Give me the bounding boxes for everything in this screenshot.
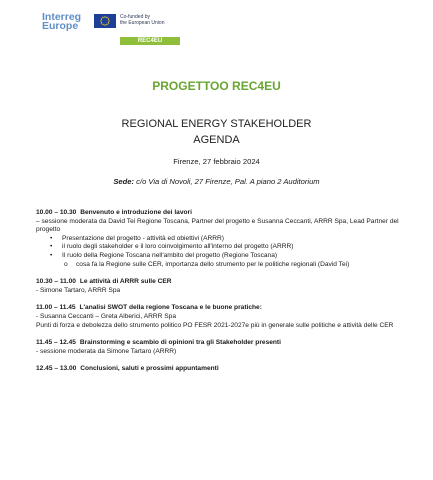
session-heading	[36, 339, 406, 348]
session-time: 11.00 – 11.45	[36, 304, 76, 312]
agenda-heading: AGENDA	[193, 134, 240, 146]
session-title: Le attività di ARRR sulle CER	[79, 278, 172, 286]
interreg-europe-logo	[42, 13, 81, 31]
agenda-session	[36, 304, 406, 330]
session-time: 10.00 – 10.30	[36, 209, 77, 216]
session-line: - Susanna Ceccanti – Greta Alberici, ARRR Spa	[36, 312, 177, 320]
session-title: Benvenuto e introduzione dei lavori	[80, 209, 192, 216]
agenda-session	[36, 278, 406, 295]
header-logos	[42, 13, 182, 57]
cofund-line-2: the European Union	[120, 20, 165, 26]
sub-bullet-list	[36, 261, 406, 270]
venue-address: c/o Via di Novoli, 27 Firenze, Pal. A piano 2 Auditorium	[134, 177, 320, 186]
session-line: - Simone Tartaro, ARRR Spa	[36, 286, 121, 294]
session-title: Conclusioni, saluti e prossimi appuntamenti	[80, 365, 219, 373]
session-line: - sessione moderata da Simone Tartaro (ARRR)	[36, 347, 177, 355]
cofund-line-1: Co-funded by	[120, 14, 151, 20]
bullet-list	[36, 235, 406, 261]
bullet-item: • Il ruolo della Regione Toscana nell'ambito del progetto (Regione Toscana)	[50, 252, 406, 261]
session-line: Punti di forza e debolezza dello strumento politico PO FESR 2021-2027e più in generale sulle politiche e attività delle CER	[36, 321, 394, 329]
eu-cofund-text	[120, 14, 190, 26]
session-time: 10.30 – 11.00	[36, 278, 76, 286]
venue-label: Sede:	[113, 177, 135, 186]
session-title: Brainstorming e scambio di opinioni tra gli Stakeholder presenti	[79, 339, 281, 347]
document-title: PROGETTOO REC4EU	[152, 79, 281, 93]
agenda-session	[36, 209, 406, 269]
eu-flag-icon	[94, 14, 116, 28]
session-time: 11.45 – 12.45	[36, 339, 76, 347]
sub-bullet-item: o cosa fa la Regione sulle CER, importanza dello strumento per le politiche regionali (David Tei)	[64, 261, 406, 270]
logo-text-europe: Europe	[42, 20, 79, 32]
session-line: – sessione moderata da David Tei Regione Toscana, Partner del progetto e Susanna Ceccanti, ARRR Spa, Lead Partner del progetto	[36, 217, 399, 234]
bullet-item: • il ruolo degli stakeholder e il loro coinvolgimento all'interno del progetto (ARRR)	[50, 243, 406, 252]
bullet-item: • Presentazione del progetto - attività ed obiettivi (ARRR)	[50, 235, 406, 244]
agenda-list	[36, 209, 406, 374]
project-badge: REC4EU	[120, 37, 180, 45]
session-time: 12.45 – 13.00	[36, 365, 77, 373]
event-venue	[0, 177, 433, 186]
session-heading	[36, 278, 406, 287]
agenda-session	[36, 339, 406, 356]
session-heading	[36, 304, 406, 313]
event-date: Firenze, 27 febbraio 2024	[173, 157, 260, 166]
document-subtitle: REGIONAL ENERGY STAKEHOLDER	[121, 118, 312, 130]
logo-text-interreg: Interreg	[42, 11, 82, 23]
agenda-session	[36, 365, 406, 374]
session-title: L'analisi SWOT della regione Toscana e le buone pratiche:	[79, 304, 262, 312]
session-heading	[36, 365, 406, 374]
session-heading	[36, 209, 406, 218]
